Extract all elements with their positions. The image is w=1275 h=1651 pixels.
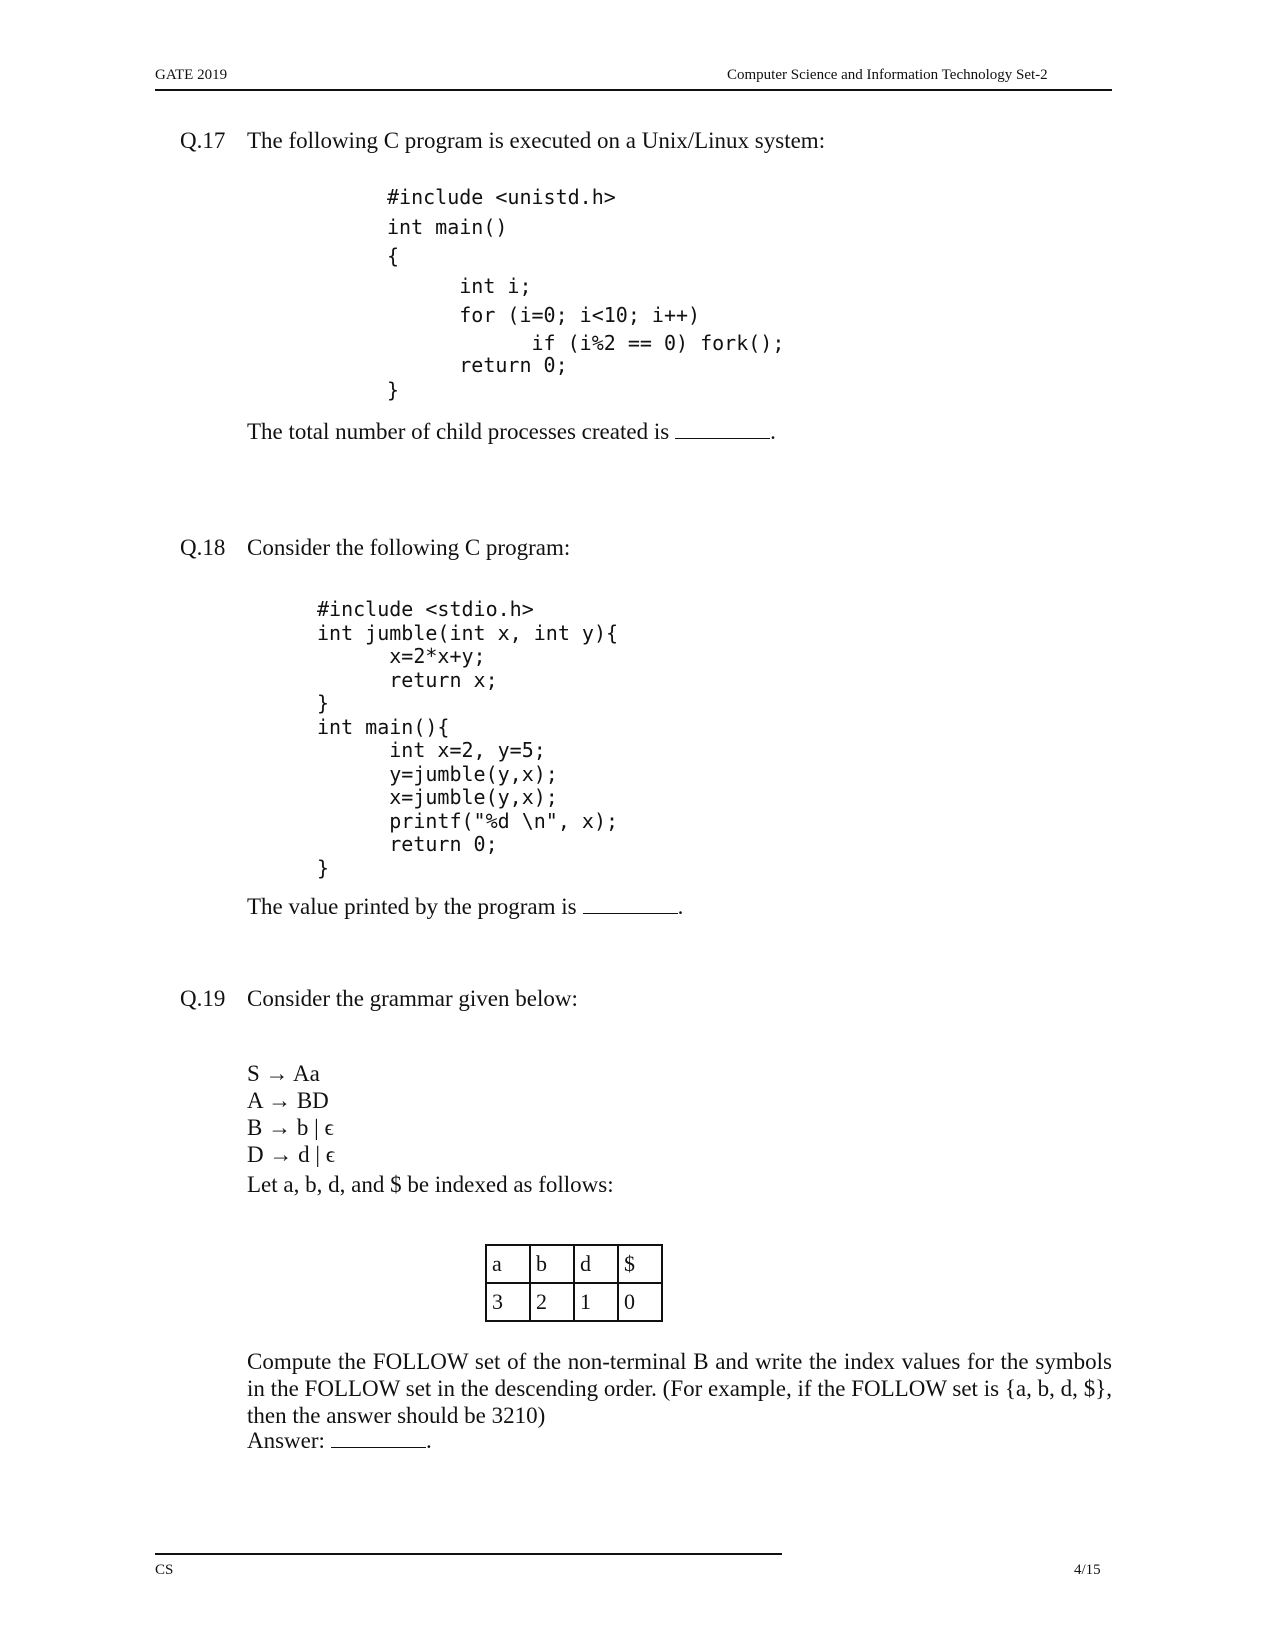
code-line: #include <unistd.h>	[387, 185, 616, 209]
q19-instruction: Compute the FOLLOW set of the non-terminal B and write the index values for the symbols in the FOLLOW set in the descending order. (For example, if the FOLLOW set is {a, b, d, $}, then the answer should be 3210)	[247, 1349, 1112, 1428]
code-line: int main(){	[317, 714, 450, 739]
table-cell: $	[618, 1245, 662, 1283]
code-line: int main()	[387, 214, 508, 239]
code-line: for (i=0; i<10; i++)	[387, 303, 701, 327]
q17-question	[247, 419, 776, 445]
q19-number: Q.19	[180, 986, 226, 1011]
q18-question-text: The value printed by the program is	[247, 894, 577, 919]
code-line: return 0;	[387, 353, 568, 377]
code-line: #include <stdio.h>	[317, 597, 534, 621]
grammar-rule: A → BD	[247, 1088, 329, 1113]
q17-code-block	[387, 183, 784, 405]
code-line: return x;	[317, 667, 498, 692]
code-line: y=jumble(y,x);	[317, 761, 558, 786]
q18-prompt: Consider the following C program:	[247, 535, 571, 560]
table-cell: 2	[530, 1283, 574, 1321]
code-line: printf("%d \n", x);	[317, 808, 619, 833]
code-line: return 0;	[317, 832, 498, 856]
q17-prompt: The following C program is executed on a Unix/Linux system:	[247, 128, 826, 153]
q19-answer-end: .	[425, 1428, 432, 1453]
q18-code-block	[317, 598, 618, 880]
footer-left: CS	[155, 1562, 174, 1578]
footer-rule	[155, 1553, 782, 1555]
code-line: x=2*x+y;	[317, 644, 486, 668]
q18-question	[247, 894, 683, 920]
code-line: {	[387, 244, 400, 268]
table-cell: 3	[486, 1283, 530, 1321]
table-row	[486, 1283, 662, 1321]
table-cell: 1	[574, 1283, 618, 1321]
header-rule	[155, 89, 1112, 91]
answer-blank	[331, 1429, 426, 1448]
q17-number: Q.17	[180, 128, 226, 153]
q17-question-text: The total number of child processes created is	[247, 419, 670, 444]
index-table	[485, 1244, 663, 1322]
q19-index-intro: Let a, b, d, and $ be indexed as follows:	[247, 1172, 614, 1197]
grammar-rule: B → b | ϵ	[247, 1115, 334, 1140]
header-left: GATE 2019	[155, 67, 228, 83]
code-line: int jumble(int x, int y){	[317, 620, 619, 645]
q18-number: Q.18	[180, 535, 226, 560]
code-line: x=jumble(y,x);	[317, 785, 558, 809]
q19-answer-label: Answer:	[247, 1428, 325, 1453]
code-line: }	[387, 377, 400, 402]
table-cell: b	[530, 1245, 574, 1283]
q19-answer	[247, 1428, 432, 1454]
grammar-rule: S → Aa	[247, 1061, 320, 1086]
table-cell: d	[574, 1245, 618, 1283]
q19-prompt: Consider the grammar given below:	[247, 986, 578, 1011]
table-row	[486, 1245, 662, 1283]
answer-blank	[583, 895, 678, 914]
table-cell: a	[486, 1245, 530, 1283]
q18-question-end: .	[677, 894, 684, 919]
code-line: if (i%2 == 0) fork();	[387, 330, 785, 355]
code-line: int i;	[387, 273, 532, 298]
answer-blank	[675, 420, 770, 439]
code-line: int x=2, y=5;	[317, 738, 546, 762]
q17-question-end: .	[770, 419, 776, 444]
grammar-rule: D → d | ϵ	[247, 1142, 336, 1167]
code-line: }	[317, 691, 330, 715]
page-number: 4/15	[1074, 1562, 1101, 1578]
header-right: Computer Science and Information Technology Set-2	[727, 67, 1048, 83]
table-cell: 0	[618, 1283, 662, 1321]
code-line: }	[317, 855, 330, 880]
grammar-rules	[247, 1060, 335, 1168]
